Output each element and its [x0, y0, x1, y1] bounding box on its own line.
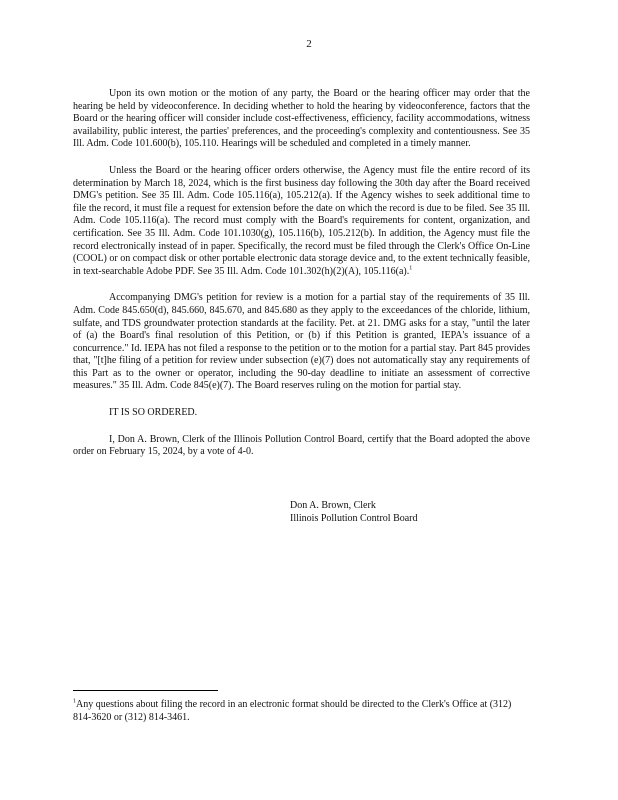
certification-paragraph: I, Don A. Brown, Clerk of the Illinois Pollution Control Board, certify that the Board adopted the above order on February 15, 2024, by a vote of 4-0. [73, 433, 530, 458]
record-paragraph [73, 165, 530, 278]
record-paragraph-text: Unless the Board or the hearing officer orders otherwise, the Agency must file the entire record of its determination by March 18, 2024, which is the first business day following the 30th day after the Board received DMG's petition. See 35 Ill. Adm. Code 105.116(a), 105.212(a). If the Agency wishes to seek additional time to file the record, it must file a request for extension before the date on which the record is due to be filed. See 35 Ill. Adm. Code 105.116(a). The record must comply with the Board's requirements for content, organization, and certification. See 35 Ill. Adm. Code 101.1030(g), 105.116(b), 105.212(b). In addition, the Agency must file the record electronically instead of in paper. Specifically, the record must be filed through the Clerk's Office On-Line (COOL) or on compact disk or other portable electronic data storage device and, to the extent technically feasible, in text-searchable Adobe PDF. See 35 Ill. Adm. Code 101.302(h)(2)(A), 105.116(a). [73, 164, 530, 277]
signature-block [290, 499, 530, 525]
page-number: 2 [306, 38, 312, 50]
videoconference-paragraph: Upon its own motion or the motion of any party, the Board or the hearing officer may order that the hearing be held by videoconference. In deciding whether to hold the hearing by videoconference, factors that the Board or the hearing officer will consider include cost-effectiveness, efficiency, facility accommodations, witness availability, public interest, the parties' preferences, and the proceeding's complexity and contentiousness. See 35 Ill. Adm. Code 101.600(b), 105.110. Hearings will be scheduled and completed in a timely manner. [73, 88, 530, 150]
footnote-divider [73, 690, 218, 691]
stay-paragraph: Accompanying DMG's petition for review is a motion for a partial stay of the requirements of 35 Ill. Adm. Code 845.650(d), 845.660, 845.670, and 845.680 as they apply to the exceedances of the chloride, lithium, sulfate, and TDS groundwater protection standards at the facility. Pet. at 21. DMG asks for a stay, "until the later of (a) the Board's final resolution of this Petition, or (b) if this Petition is granted, IEPA's issuance of a concurrence." Id. IEPA has not filed a response to the petition or to the motion for a partial stay. Part 845 provides that, "[t]he filing of a petition for review under subsection (e)(7) does not automatically stay any requirements of this Part as to the owner or operator, including the 90-day deadline to initiate an assessment of corrective measures." 35 Ill. Adm. Code 845(e)(7). The Board reserves ruling on the motion for partial stay. [73, 292, 530, 392]
footnote-text: Any questions about filing the record in an electronic format should be directed to the Clerk's Office at (312) 814-3620 or (312) 814-3461. [73, 699, 512, 723]
order-body [73, 88, 530, 525]
footnote [73, 699, 530, 724]
footnote-mark: 1 [73, 698, 76, 705]
footnote-reference: 1 [409, 265, 413, 272]
so-ordered-line: IT IS SO ORDERED. [109, 407, 198, 419]
signature-name: Don A. Brown, Clerk [290, 499, 376, 511]
signature-organization: Illinois Pollution Control Board [290, 512, 418, 524]
